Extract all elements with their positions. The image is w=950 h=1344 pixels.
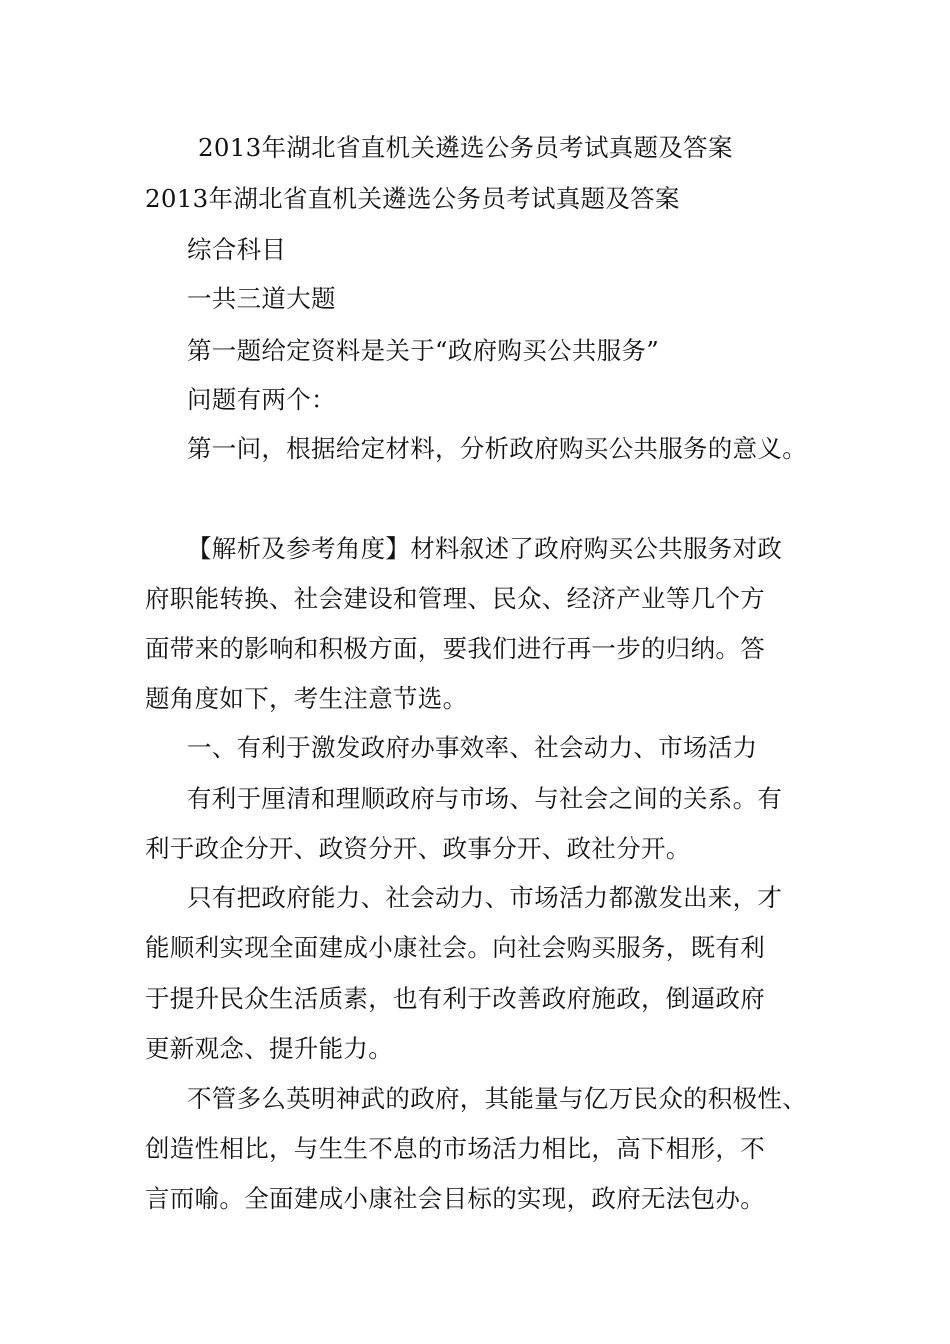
paragraph-line: 于提升民众生活质素，也有利于改善政府施政，倒逼政府 [145, 984, 765, 1013]
paragraph-line: 创造性相比，与生生不息的市场活力相比，高下相形，不 [145, 1134, 765, 1163]
paragraph-line: 更新观念、提升能力。 [145, 1034, 393, 1063]
paragraph-line: 能顺利实现全面建成小康社会。向社会购买服务，既有利 [145, 933, 765, 962]
paragraph-line: 一共三道大题 [187, 284, 336, 313]
document-title: 2013年湖北省直机关遴选公务员考试真题及答案 [198, 133, 733, 162]
paragraph-line: 言而喻。全面建成小康社会目标的实现，政府无法包办。 [145, 1184, 765, 1213]
section-heading: 一、有利于激发政府办事效率、社会动力、市场活力 [187, 733, 758, 762]
paragraph-line: 府职能转换、社会建设和管理、民众、经济产业等几个方 [145, 584, 765, 613]
paragraph-line: 第一问，根据给定材料，分析政府购买公共服务的意义。 [187, 434, 807, 463]
document-subtitle: 2013年湖北省直机关遴选公务员考试真题及答案 [145, 184, 680, 213]
paragraph-line: 利于政企分开、政资分开、政事分开、政社分开。 [145, 834, 691, 863]
paragraph-line: 综合科目 [187, 235, 287, 264]
paragraph-line: 有利于厘清和理顺政府与市场、与社会之间的关系。有 [187, 784, 783, 813]
paragraph-line: 不管多么英明神武的政府，其能量与亿万民众的积极性、 [187, 1084, 807, 1113]
paragraph-line: 第一题给定资料是关于“政府购买公共服务” [187, 336, 660, 365]
paragraph-line: 问题有两个： [187, 385, 336, 414]
paragraph-line: 只有把政府能力、社会动力、市场活力都激发出来，才 [187, 883, 783, 912]
paragraph-line: 面带来的影响和积极方面，要我们进行再一步的归纳。答 [145, 634, 765, 663]
paragraph-line: 【解析及参考角度】材料叙述了政府购买公共服务对政 [187, 534, 783, 563]
paragraph-line: 题角度如下，考生注意节选。 [145, 684, 468, 713]
